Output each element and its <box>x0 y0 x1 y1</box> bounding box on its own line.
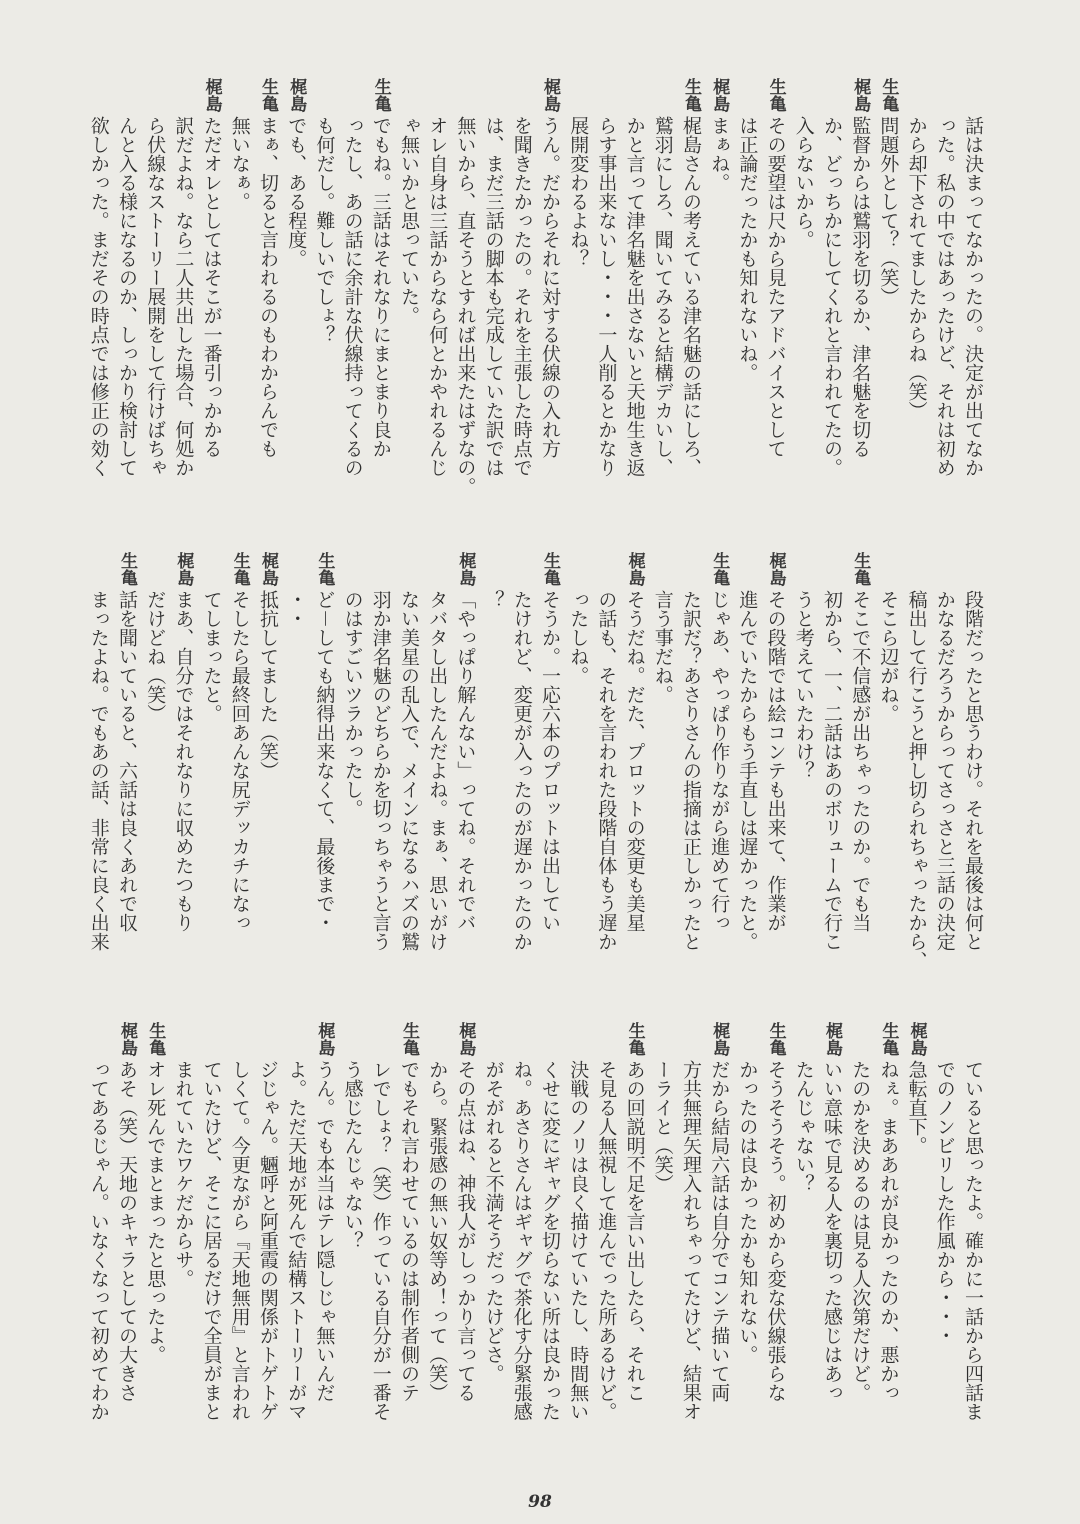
dialogue-text: 言う事だね。 <box>651 590 674 704</box>
speaker-label: 梶島 <box>765 552 786 586</box>
dialogue-text: そしたら最終回あんな尻デッカチになっ <box>228 590 251 932</box>
dialogue-text: のはすごいツラかったし。 <box>341 590 364 818</box>
dialogue-text: まったよね。でもあの話、非常に良く出来 <box>87 590 110 951</box>
speaker-label: 梶島 <box>201 78 222 112</box>
dialogue-text: 問題外として？（笑） <box>877 116 900 306</box>
speaker-label: 梶島 <box>709 1022 730 1056</box>
dialogue-text: たんじゃない？ <box>792 1060 815 1193</box>
dialogue-text: オレ自身は三話からなら何とかやれるんじ <box>426 116 449 477</box>
speaker-label: 梶島 <box>173 552 194 586</box>
dialogue-text: は、まだ三話の脚本も完成していた訳では <box>482 116 505 477</box>
dialogue-text: 訳だよね。なら二人共出した場合、何処か <box>172 116 195 477</box>
speaker-label: 梶島 <box>850 78 871 112</box>
dialogue-text: うと考えていたわけ？ <box>792 590 815 780</box>
dialogue-text: から。緊張感の無い奴等め！って（笑） <box>426 1060 449 1402</box>
speaker-label: 生亀 <box>709 552 730 586</box>
dialogue-text: ていると思ったよ。確かに一話から四話ま <box>962 1060 984 1421</box>
dialogue-text: 羽か津名魅のどちらかを切っちゃうと言う <box>369 590 392 951</box>
speaker-label: 生亀 <box>878 1022 899 1056</box>
dialogue-text: ただオレとしてはそこが一番引っかかる <box>200 116 223 458</box>
dialogue-text: 急転直下。 <box>905 1060 928 1155</box>
speaker-label: 生亀 <box>878 78 899 112</box>
speaker-label: 梶島 <box>286 78 307 112</box>
page-number: 98 <box>528 1492 552 1512</box>
dialogue-text: んと入る様になるのか、しっかり検討して <box>116 116 138 477</box>
dialogue-text: その段階では絵コンテも出来て、作業が <box>764 590 787 932</box>
dialogue-text: でもね。三話はそれなりにまとまり良か <box>369 116 392 458</box>
dialogue-text: まれていたワケだからサ。 <box>172 1060 195 1288</box>
dialogue-text: 入らないから。 <box>792 116 815 249</box>
speaker-label: 生亀 <box>117 552 137 586</box>
dialogue-text: まあ、自分ではそれなりに収めたつもり <box>172 590 195 932</box>
dialogue-text: 方共無理矢理入れちゃってたけど、結果オ <box>680 1060 702 1421</box>
dialogue-text: か、どっちかにしてくれと言われてたの。 <box>821 116 843 477</box>
dialogue-text: 展開変わるよね？ <box>567 116 590 268</box>
dialogue-text: ったし、あの話に余計な伏線持ってくるの <box>341 116 364 477</box>
dialogue-text: ・・ <box>285 590 308 628</box>
speaker-label: 生亀 <box>681 78 701 112</box>
dialogue-text: 「やっぱり解んない」ってね。それでバ <box>454 590 477 932</box>
speaker-label: 梶島 <box>455 1022 476 1056</box>
speaker-label: 生亀 <box>624 1022 645 1056</box>
dialogue-text: タバタし出したんだよね。まぁ、思いがけ <box>426 590 449 951</box>
speaker-label: 生亀 <box>850 552 871 586</box>
dialogue-text: ね。あさりさんはギャグで茶化す分緊張感 <box>510 1060 533 1421</box>
speaker-label: 梶島 <box>822 1022 842 1056</box>
speaker-label: 梶島 <box>314 1022 335 1056</box>
dialogue-text: うん。だからそれに対する伏線の入れ方 <box>539 116 561 458</box>
dialogue-text: いい意味で見る人を裏切った感じはあっ <box>821 1060 843 1402</box>
dialogue-text: でも、ある程度。 <box>285 116 308 268</box>
dialogue-text: まぁね。 <box>708 116 731 192</box>
dialogue-text: ら伏線なストーリー展開をして行けばちゃ <box>144 116 167 477</box>
dialogue-text: ってあるじゃん。いなくなって初めてわか <box>87 1060 110 1421</box>
dialogue-text: ど－しても納得出来なくて、最後まで・ <box>313 590 336 933</box>
dialogue-text: よ。ただ天地が死んで結構ストーリーがマ <box>285 1060 308 1421</box>
dialogue-text: だから結局六話は自分でコンテ描いて両 <box>708 1060 731 1402</box>
dialogue-text: オレ死んでまとまったと思ったよ。 <box>144 1060 167 1364</box>
dialogue-text: ていたけど、そこに居るだけで全員がまと <box>200 1060 223 1421</box>
speaker-label: 生亀 <box>314 552 335 586</box>
speaker-label: 梶島 <box>540 78 560 112</box>
dialogue-text: 無いなぁ。 <box>228 116 251 211</box>
dialogue-text: かなるだろうからってさっさと三話の決定 <box>933 590 956 951</box>
dialogue-text: レでしょ？（笑）作っている自分が一番そ <box>369 1060 392 1421</box>
dialogue-text: 話は決まってなかったの。決定が出てなか <box>962 116 984 477</box>
dialogue-text: 無いから、直そうとすれば出来たはずなの。 <box>454 116 477 496</box>
dialogue-text: 進んでいたからもう手直しは遅かったと。 <box>736 590 759 951</box>
dialogue-text: でのノンビリした作風から・・・ <box>933 1060 956 1345</box>
dialogue-text: ゃ無いかと思っていた。 <box>398 116 420 325</box>
dialogue-text: 段階だったと思うわけ。それを最後は何と <box>962 590 984 951</box>
dialogue-text: 欲しかった。まだその時点では修正の効く <box>87 116 110 477</box>
dialogue-text: は正論だったかも知れないね。 <box>736 116 759 382</box>
dialogue-text: その点はね、神我人がしっかり言ってる <box>454 1060 477 1402</box>
dialogue-text: たのかを決めるのは見る人次第だけど。 <box>849 1060 872 1402</box>
speaker-label: 梶島 <box>624 552 645 586</box>
dialogue-text: そうそうそう。初めから変な伏線張らな <box>764 1060 787 1402</box>
dialogue-text: あそ（笑）天地のキャラとしての大きさ <box>116 1060 138 1402</box>
dialogue-text: 監督からは鷲羽を切るか、津名魅を切る <box>849 116 872 458</box>
dialogue-text: の話も、それを言われた段階自体もう遅か <box>595 590 618 951</box>
dialogue-text: 稿出して行こうと押し切られちゃったから、 <box>905 590 928 970</box>
speaker-label: 生亀 <box>399 1022 419 1056</box>
speaker-label: 生亀 <box>765 1022 786 1056</box>
dialogue-text: た訳だ？あさりさんの指摘は正しかったと <box>680 590 702 951</box>
speaker-label: 生亀 <box>258 78 278 112</box>
dialogue-text: そ見る人無視して進んでった所あるけど。 <box>595 1060 618 1421</box>
dialogue-text: そうか。一応六本のプロットは出してい <box>539 590 561 932</box>
dialogue-text: ーライと（笑） <box>651 1060 674 1193</box>
speaker-label: 梶島 <box>709 78 730 112</box>
dialogue-text: かったのは良かったかも知れない。 <box>736 1060 759 1364</box>
dialogue-text: くせに変にギャグを切らない所は良かった <box>539 1060 561 1421</box>
dialogue-text: そうだね。だた、プロットの変更も美星 <box>623 590 646 932</box>
dialogue-text: らす事出来ないし・・・一人削るとかなり <box>595 116 618 477</box>
dialogue-text: ない美星の乱入で、メインになるハズの鷲 <box>398 590 420 951</box>
speaker-label: 梶島 <box>117 1022 137 1056</box>
dialogue-text: った。私の中ではあったけど、それは初め <box>933 116 956 477</box>
dialogue-text: がそがれると不満そうだったけどさ。 <box>482 1060 505 1383</box>
dialogue-text: あの回説明不足を言い出したら、それこ <box>623 1060 646 1402</box>
speaker-label: 生亀 <box>229 552 250 586</box>
dialogue-text: まぁ、切ると言われるのもわからんでも <box>257 116 279 458</box>
speaker-label: 生亀 <box>145 1022 166 1056</box>
dialogue-text: も何だし。難しいでしょ？ <box>313 116 336 344</box>
dialogue-text: そこで不信感が出ちゃったのか。でも当 <box>849 590 872 932</box>
dialogue-text: てしまったと。 <box>200 590 223 723</box>
dialogue-text: 梶島さんの考えている津名魅の話にしろ、 <box>680 116 702 477</box>
speaker-label: 梶島 <box>455 552 476 586</box>
dialogue-text: 鷲羽にしろ、聞いてみると結構デカいし、 <box>651 116 674 477</box>
dialogue-text: そこら辺がね。 <box>877 590 900 723</box>
dialogue-text: 話を聞いていると、六話は良くあれで収 <box>116 590 138 932</box>
dialogue-text: 初から、一、二話はあのボリュームで行こ <box>821 590 843 951</box>
dialogue-text: を聞きたかったの。それを主張した時点で <box>510 116 533 477</box>
dialogue-text: たけれど、変更が入ったのが遅かったのか <box>510 590 533 951</box>
dialogue-text: だけどね（笑） <box>144 590 167 723</box>
dialogue-text: から却下されてましたからね（笑） <box>905 116 928 420</box>
dialogue-text: う感じたんじゃない？ <box>341 1060 364 1250</box>
dialogue-text: じゃあ、やっぱり作りながら進めて行っ <box>708 590 731 932</box>
dialogue-text: 決戦のノリは良く描けていたし、時間無い <box>567 1060 590 1421</box>
dialogue-text: しくて。今更ながら『天地無用』と言われ <box>228 1060 251 1421</box>
dialogue-text: その要望は尺から見たアドバイスとして <box>764 116 787 458</box>
dialogue-text: かと言って津名魅を出さないと天地生き返 <box>623 116 646 477</box>
dialogue-text: ったしね。 <box>567 590 590 685</box>
dialogue-text: ジじゃん。魎呼と阿重霞の関係がトゲトゲ <box>257 1060 279 1421</box>
speaker-label: 生亀 <box>765 78 786 112</box>
dialogue-text: ねぇ。まああれが良かったのか、悪かっ <box>877 1060 900 1402</box>
dialogue-text: ？ <box>482 590 505 609</box>
dialogue-text: でもそれ言わせているのは制作者側のテ <box>398 1060 420 1402</box>
speaker-label: 生亀 <box>370 78 391 112</box>
dialogue-text: 抵抗してました（笑） <box>257 590 279 780</box>
speaker-label: 生亀 <box>540 552 560 586</box>
dialogue-text: うん。でも本当はテレ隠しじゃ無いんだ <box>313 1060 336 1402</box>
speaker-label: 梶島 <box>258 552 278 586</box>
speaker-label: 梶島 <box>906 1022 927 1056</box>
